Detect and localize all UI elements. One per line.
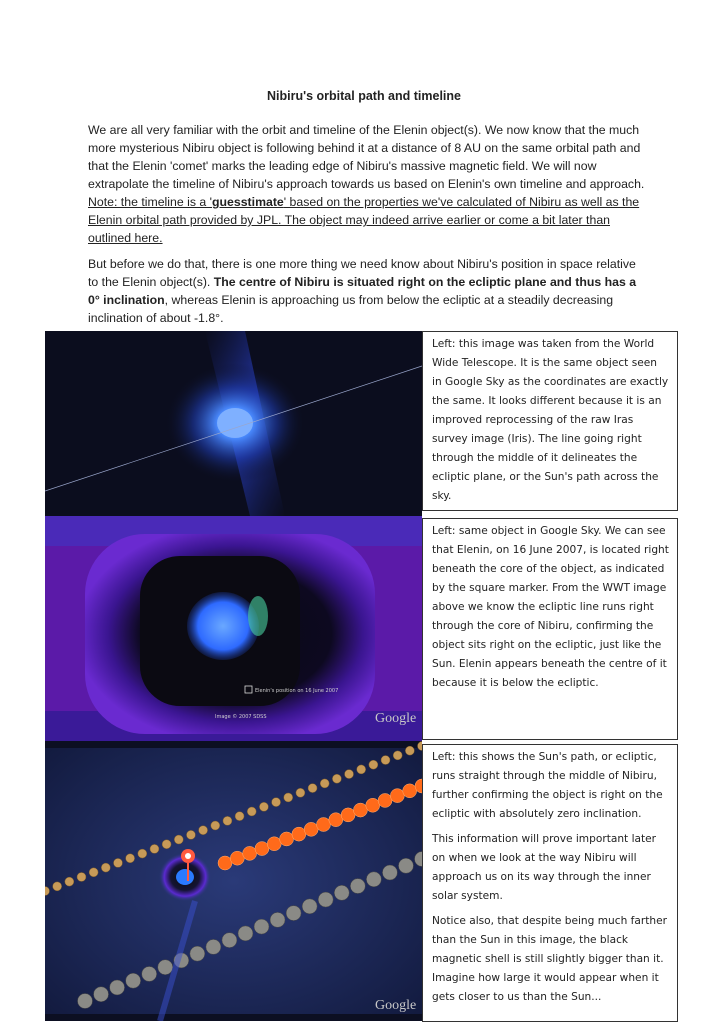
moon-marker	[150, 844, 159, 853]
moon-marker	[332, 774, 341, 783]
moon-marker	[393, 751, 402, 760]
caption-sun-path: Left: this shows the Sun's path, or ecliptic, runs straight through the middle of Nibiru, further confirming the object is right on the ecliptic with absolutely zero inclination. This information will prove important later on when we look at the way Nibiru will approach us on its way through the inner solar system. Notice also, that despite being much farther than the Sun in this image, the black magnetic shell is still slightly bigger than it. Imagine how large it would appear when it gets closer to us than the Sun...	[422, 744, 678, 1022]
moon-marker	[369, 760, 378, 769]
moon-marker	[113, 858, 122, 867]
moon-marker	[78, 994, 93, 1009]
google-logo-2: Google	[375, 998, 417, 1013]
moon-marker	[110, 980, 125, 995]
moon-marker	[89, 868, 98, 877]
moon-marker	[186, 830, 195, 839]
page-title: Nibiru's orbital path and timeline	[267, 89, 461, 103]
ecliptic-emphasis: The centre of Nibiru is situated right on the ecliptic plane and thus has a 0° inclination	[88, 275, 637, 307]
moon-marker	[190, 946, 205, 961]
sun-marker	[390, 789, 404, 803]
google-logo: Google	[375, 711, 417, 726]
moon-marker	[247, 807, 256, 816]
moon-marker	[138, 849, 147, 858]
caption-wwt: Left: this image was taken from the World Wide Telescope. It is the same object seen in Google Sky as the coordinates are exactly the same. It looks different because it is an improved reprocessing of the raw Iras survey image (Iris). The line going right through the middle of it delineates the ecliptic plane, or the Sun's path across the sky.	[422, 331, 678, 511]
moon-marker	[199, 826, 208, 835]
moon-marker	[126, 854, 135, 863]
moon-marker	[65, 877, 74, 886]
moon-marker	[334, 885, 349, 900]
image-credit: Image © 2007 SDSS	[215, 714, 267, 720]
moon-marker	[381, 756, 390, 765]
sun-marker	[292, 827, 306, 841]
sun-marker	[341, 808, 355, 822]
sun-marker	[353, 803, 367, 817]
ecliptic-paragraph: But before we do that, there is one more thing we need know about Nibiru's position in space relative to the Elenin object(s). The centre of Nibiru is situated right on the ecliptic plane and thus has a 0° inclination, whereas Elenin is approaching us from below the ecliptic at a steadily decreasing inclination of about -1.8°.	[88, 257, 637, 325]
moon-marker	[254, 919, 269, 934]
moon-marker	[94, 987, 109, 1002]
moon-marker	[162, 840, 171, 849]
moon-marker	[345, 770, 354, 779]
moon-marker	[405, 746, 414, 755]
sun-path-image	[45, 741, 422, 1021]
timeline-note: Note: the timeline is a 'guesstimate' based on the properties we've calculated of Nibiru as well as the Elenin orbital path provided by JPL. The object may indeed arrive earlier or come a bit later than outlined here.	[88, 195, 640, 245]
sun-marker	[280, 832, 294, 846]
moon-marker	[366, 872, 381, 887]
sun-marker	[243, 846, 257, 860]
moon-marker	[53, 882, 62, 891]
moon-marker	[126, 973, 141, 988]
sun-marker	[378, 793, 392, 807]
intro-text: We are all very familiar with the orbit and timeline of the Elenin object(s). We now know that the much more mysterious Nibiru object is following behind it at a distance of 8 AU on the same orbital path and that the Elenin 'comet' marks the leading edge of Nibiru's massive magnetic field. We will now extrapolate the timeline of Nibiru's approach towards us based on Elenin's own timeline and approach.	[88, 123, 645, 191]
moon-marker	[77, 872, 86, 881]
sun-marker	[304, 822, 318, 836]
moon-marker	[398, 858, 413, 873]
sun-marker	[403, 784, 417, 798]
moon-marker	[350, 879, 365, 894]
moon-marker	[223, 816, 232, 825]
caption-google-sky: Left: same object in Google Sky. We can see that Elenin, on 16 June 2007, is located right beneath the core of the object, as indicated by the square marker. From the WWT image above we know the ecliptic line runs right through the core of Nibiru, confirming the object sits right on the ecliptic, just like the Sun. Elenin appears beneath the centre of it because it is below the ecliptic.	[422, 518, 678, 740]
sun-marker	[366, 798, 380, 812]
sun-marker	[218, 856, 232, 870]
moon-marker	[284, 793, 293, 802]
moon-marker	[286, 906, 301, 921]
sun-marker	[329, 813, 343, 827]
moon-marker	[142, 966, 157, 981]
wwt-image	[45, 331, 422, 516]
intro-paragraph	[88, 121, 648, 247]
moon-marker	[222, 933, 237, 948]
moon-marker	[101, 863, 110, 872]
sun-marker	[267, 837, 281, 851]
moon-marker	[211, 821, 220, 830]
sun-marker	[317, 818, 331, 832]
moon-marker	[357, 765, 366, 774]
moon-marker	[318, 892, 333, 907]
moon-marker	[158, 960, 173, 975]
moon-marker	[320, 779, 329, 788]
moon-marker	[382, 865, 397, 880]
google-sky-image	[45, 516, 422, 741]
moon-marker	[302, 899, 317, 914]
moon-marker	[238, 926, 253, 941]
sun-marker	[255, 842, 269, 856]
sun-marker	[230, 851, 244, 865]
moon-marker	[270, 912, 285, 927]
moon-marker	[308, 784, 317, 793]
moon-marker	[296, 788, 305, 797]
marker-label: Elenin's position on 16 June 2007	[255, 688, 339, 694]
moon-marker	[235, 812, 244, 821]
moon-marker	[206, 939, 221, 954]
moon-marker	[174, 835, 183, 844]
moon-marker	[259, 802, 268, 811]
moon-marker	[272, 798, 281, 807]
